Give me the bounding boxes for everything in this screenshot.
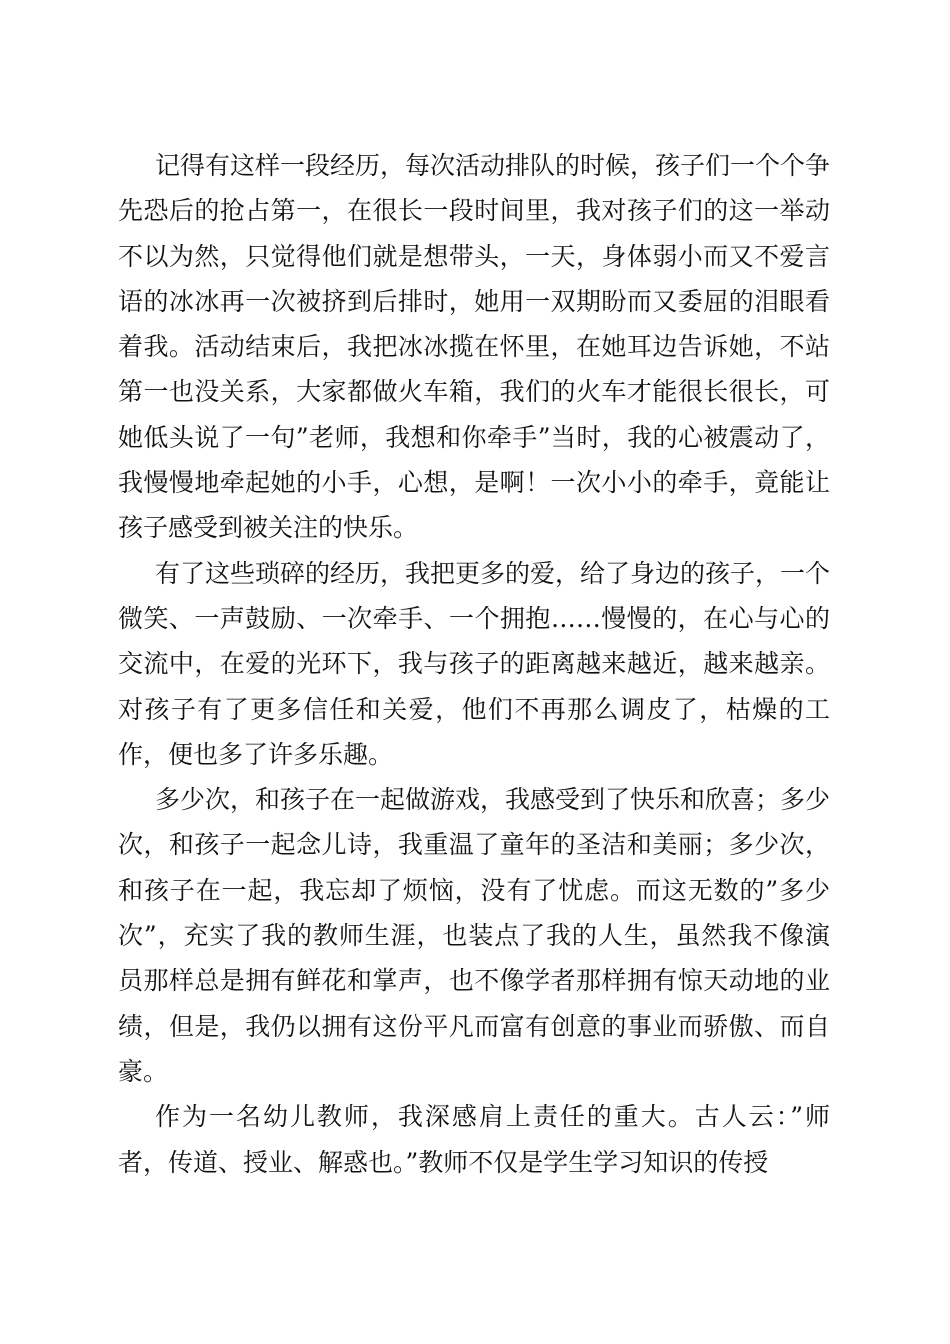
paragraph-3: 多少次，和孩子在一起做游戏，我感受到了快乐和欣喜；多少次，和孩子一起念儿诗，我重温了童年的圣洁和美丽；多少次，和孩子在一起，我忘却了烦恼，没有了忧虑。而这无数的”多少次”，充实了我的教师生涯，也装点了我的人生，虽然我不像演员那样总是拥有鲜花和掌声，也不像学者那样拥有惊天动地的业绩，但是，我仍以拥有这份平凡而富有创意的事业而骄傲、而自豪。 [118, 785, 831, 1086]
paragraph-1: 记得有这样一段经历，每次活动排队的时候，孩子们一个个争先恐后的抢占第一，在很长一段时间里，我对孩子们的这一举动不以为然，只觉得他们就是想带头，一天，身体弱小而又不爱言语的冰冰再一次被挤到后排时，她用一双期盼而又委屈的泪眼看着我。活动结束后，我把冰冰揽在怀里，在她耳边告诉她，不站第一也没关系，大家都做火车箱，我们的火车才能很长很长，可她低头说了一句”老师，我想和你牵手”当时，我的心被震动了，我慢慢地牵起她的小手，心想，是啊！一次小小的牵手，竟能让孩子感受到被关注的快乐。 [118, 151, 831, 543]
paragraph-2: 有了这些琐碎的经历，我把更多的爱，给了身边的孩子，一个微笑、一声鼓励、一次牵手、一个拥抱……慢慢的，在心与心的交流中，在爱的光环下，我与孩子的距离越来越近，越来越亲。对孩子有了更多信任和关爱，他们不再那么调皮了，枯燥的工作，便也多了许多乐趣。 [118, 558, 831, 769]
paragraph-4: 作为一名幼儿教师，我深感肩上责任的重大。古人云：”师者，传道、授业、解惑也。”教师不仅是学生学习知识的传授 [118, 1102, 830, 1177]
document-body [118, 143, 830, 1185]
